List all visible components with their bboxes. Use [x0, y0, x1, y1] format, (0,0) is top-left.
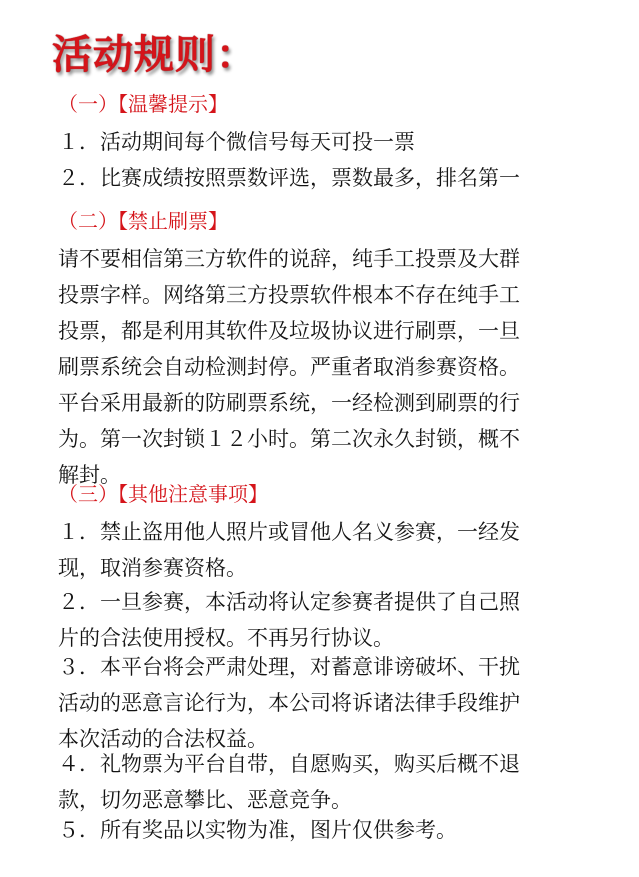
section-heading-tips: （一）【温馨提示】	[58, 92, 228, 116]
note-item-3-line-2: 活动的恶意言论行为，本公司将诉诸法律手段维护	[58, 691, 520, 715]
note-item-3-line-3: 本次活动的合法权益。	[58, 727, 268, 751]
note-item-4-line-2: 款，切勿恶意攀比、恶意竞争。	[58, 788, 352, 812]
note-item-1	[58, 514, 598, 586]
note-item-4-line-1: ４．礼物票为平台自带，自愿购买，购买后概不退	[58, 752, 520, 776]
note-item-3	[58, 649, 598, 757]
note-item-5-line-1: ５．所有奖品以实物为准，图片仅供参考。	[58, 818, 457, 842]
note-item-2-line-2: 片的合法使用授权。不再另行协议。	[58, 626, 394, 650]
section-heading-other-notes: （三）【其他注意事项】	[58, 482, 268, 506]
note-item-1-line-1: １．禁止盗用他人照片或冒他人名义参赛，一经发	[58, 520, 520, 544]
note-item-2-line-1: ２．一旦参赛，本活动将认定参赛者提供了自己照	[58, 590, 520, 614]
tip-item-1	[58, 124, 598, 160]
note-item-2	[58, 584, 598, 656]
no-cheating-paragraph	[58, 241, 598, 493]
section-heading-no-cheating: （二）【禁止刷票】	[58, 209, 228, 233]
paragraph-line: 投票，都是利用其软件及垃圾协议进行刷票，一旦	[58, 319, 520, 343]
paragraph-line: 解封。	[58, 463, 121, 487]
note-item-5	[58, 812, 598, 848]
tip-item-2-line-1: ２．比赛成绩按照票数评选，票数最多，排名第一	[58, 166, 520, 190]
paragraph-line: 刷票系统会自动检测封停。严重者取消参赛资格。	[58, 355, 520, 379]
note-item-3-line-1: ３．本平台将会严肃处理，对蓄意诽谤破坏、干扰	[58, 655, 520, 679]
tip-item-1-line-1: １．活动期间每个微信号每天可投一票	[58, 130, 415, 154]
note-item-1-line-2: 现，取消参赛资格。	[58, 556, 247, 580]
paragraph-line: 投票字样。网络第三方投票软件根本不存在纯手工	[58, 283, 520, 307]
note-item-4	[58, 746, 598, 818]
paragraph-line: 平台采用最新的防刷票系统，一经检测到刷票的行	[58, 391, 520, 415]
paragraph-line: 为。第一次封锁１２小时。第二次永久封锁，概不	[58, 427, 520, 451]
tip-item-2	[58, 160, 598, 196]
paragraph-line: 请不要相信第三方软件的说辞，纯手工投票及大群	[58, 247, 520, 271]
rules-title: 活动规则：	[52, 32, 257, 78]
